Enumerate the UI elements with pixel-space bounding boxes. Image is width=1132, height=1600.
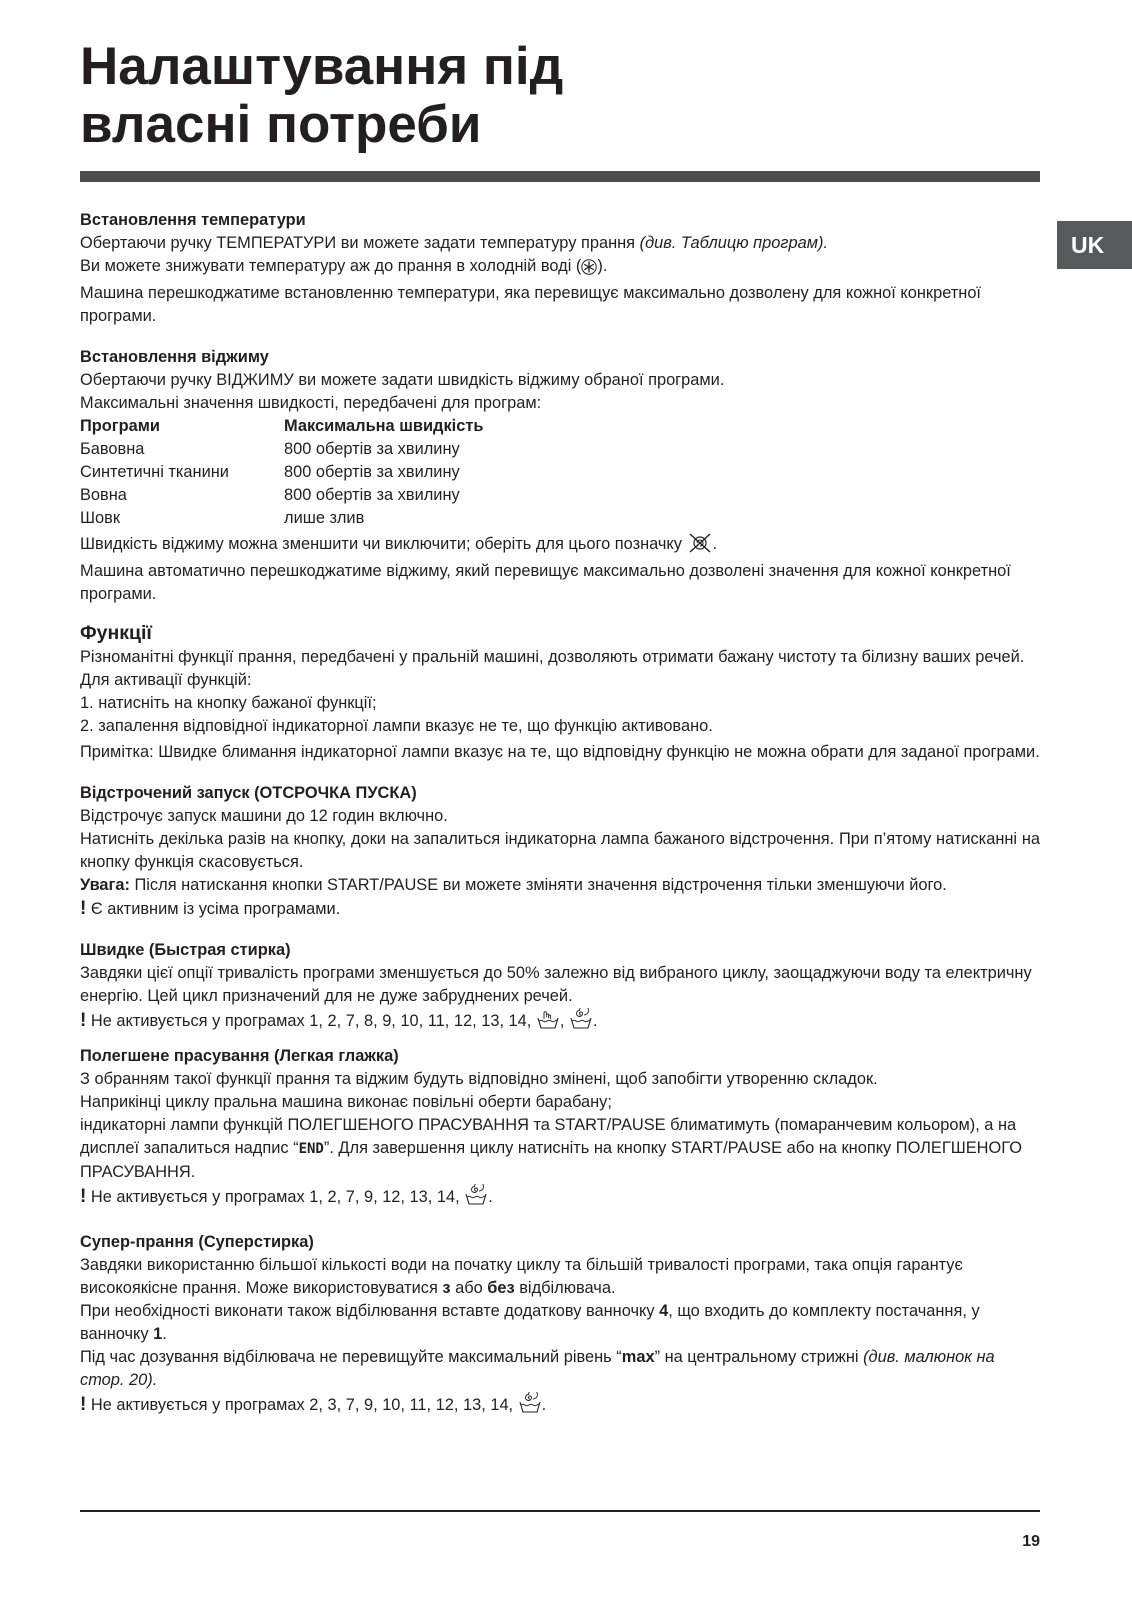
spin-tub-icon [518, 1392, 542, 1421]
delay-line-1: Відстрочує запуск машини до 12 годин включно. [80, 807, 448, 825]
hand-wash-icon [536, 1010, 560, 1037]
ironing-note [80, 1184, 1040, 1213]
super-p1-or: або [450, 1279, 488, 1297]
super-p1-text: Завдяки використанню більшої кількості води на початку циклу та більшій тривалості програми, така опція гарантує високоякісне прання. Може використовуватися [80, 1256, 963, 1297]
functions-note: Примітка: Швидке блимання індикаторної лампи вказує на те, що відповідну функцію не можна обрати для заданої програми. [80, 743, 1040, 761]
super-p2-end: . [162, 1325, 167, 1343]
spin-table-program: Бавовна [80, 440, 145, 458]
spin-table-speed: лише злив [284, 509, 365, 527]
temperature-heading: Встановлення температури [80, 211, 306, 229]
super-p3-reference: (див. малюнок на стор. 20). [80, 1348, 995, 1389]
spin-table-program: Шовк [80, 509, 121, 527]
functions-step-1: 1. натисніть на кнопку бажаної функції; [80, 694, 377, 712]
spin-line-1: Обертаючи ручку ВІДЖИМУ ви можете задати швидкість віджиму обраної програми. [80, 371, 725, 389]
footer-divider [80, 1510, 1040, 1512]
super-p2-tray-1: 1 [153, 1325, 163, 1343]
delay-warning [80, 874, 1040, 897]
super-paragraph-2 [80, 1300, 1040, 1346]
spin-table-row [80, 438, 1040, 461]
ironing-line-3-text: індикаторні лампи функцій ПОЛЕГШЕНОГО ПРАСУВАННЯ та START/PAUSE блиматимуть (помаранчевим кольором), а на дисплеї запалиться надпис “ [80, 1116, 1017, 1157]
functions-heading: Функції [80, 622, 152, 644]
super-note [80, 1392, 1040, 1421]
super-heading: Супер-прання (Суперстирка) [80, 1233, 314, 1251]
ironing-heading: Полегшене прасування (Легкая глажка) [80, 1047, 399, 1065]
ironing-line-2: Наприкінці циклу пральна машина виконає повільні оберти барабану; [80, 1093, 612, 1111]
quick-note-text: Не активується у програмах 1, 2, 7, 8, 9, 10, 11, 12, 13, 14, [86, 1012, 536, 1030]
super-p1-end: відбілювача. [514, 1279, 616, 1297]
spin-table-header-programs: Програми [80, 417, 160, 435]
temperature-line-3: Машина перешкоджатиме встановленню температури, яка перевищує максимально дозволену для кожної конкретної програми. [80, 284, 981, 325]
language-tab: UK [1057, 221, 1132, 269]
no-spin-icon [687, 533, 713, 560]
exclamation-icon: ! [80, 1010, 87, 1031]
quick-note-separator: , [559, 1012, 570, 1030]
exclamation-icon: ! [80, 898, 87, 919]
delay-note-text: Є активним із усіма програмами. [86, 900, 341, 918]
spin-tub-icon [569, 1008, 593, 1037]
delay-note [80, 897, 1040, 921]
functions-activate: Для активації функцій: [80, 671, 252, 689]
temperature-line-1 [80, 232, 1040, 255]
ironing-note-end: . [488, 1188, 493, 1206]
quick-note-end: . [593, 1012, 598, 1030]
delay-warning-text: Після натискання кнопки START/PAUSE ви можете зміняти значення відстрочення тільки зменшуючи його. [129, 876, 947, 894]
super-p2-mid: , що входить до комплекту постачання, у ванночку [80, 1302, 980, 1343]
temperature-line-2 [80, 255, 1040, 282]
temperature-line-2-end: ). [597, 257, 608, 275]
spin-table-header-speed: Максимальна швидкість [284, 417, 484, 435]
title-divider [80, 171, 1040, 182]
temperature-line-2-text: Ви можете знижувати температуру аж до прання в холодній воді ( [80, 257, 582, 275]
spin-line-4: Машина автоматично перешкоджатиме віджиму, який перевищує максимально дозволені значення для кожної конкретної програми. [80, 562, 1011, 603]
super-paragraph-3 [80, 1346, 1040, 1392]
super-p1-with: з [442, 1279, 451, 1297]
super-p1-without: без [487, 1279, 515, 1297]
snowflake-icon [581, 259, 597, 282]
ironing-line-3-end: ”. Для завершення циклу натисніть на кнопку START/PAUSE або на кнопку ПОЛЕГШЕНОГО ПРАСУВАННЯ. [80, 1139, 1022, 1181]
spin-table-row [80, 461, 1040, 484]
spin-table-header [80, 415, 1040, 438]
exclamation-icon: ! [80, 1186, 87, 1207]
spin-table-speed: 800 обертів за хвилину [284, 463, 460, 481]
quick-line-1: Завдяки цієї опції тривалість програми зменшується до 50% залежно від вибраного циклу, заощаджуючи воду та електричну енергію. Цей цикл призначений для не дуже забруднених речей. [80, 964, 1032, 1005]
super-note-text: Не активується у програмах 2, 3, 7, 9, 10, 11, 12, 13, 14, [86, 1396, 518, 1414]
super-p3-text: Під час дозування відбілювача не перевищуйте максимальний рівень “ [80, 1348, 622, 1366]
program-table-reference: (див. Таблицю програм). [639, 234, 828, 252]
functions-intro: Різноманітні функції прання, передбачені у пральній машині, дозволяють отримати бажану чистоту та білизну ваших речей. [80, 648, 1025, 666]
delay-heading: Відстрочений запуск (ОТСРОЧКА ПУСКА) [80, 784, 417, 802]
super-note-end: . [541, 1396, 547, 1414]
spin-heading: Встановлення віджиму [80, 348, 269, 366]
super-paragraph-1 [80, 1254, 1040, 1300]
spin-table-row [80, 484, 1040, 507]
ironing-line-1: З обранням такої функції прання та віджим будуть відповідно змінені, щоб запобігти утворенню складок. [80, 1070, 878, 1088]
super-p3-mid: ” на центральному стрижні [654, 1348, 864, 1366]
delay-warning-label: Увага: [80, 876, 130, 894]
ironing-note-text: Не активується у програмах 1, 2, 7, 9, 12, 13, 14, [86, 1188, 465, 1206]
page-content [80, 209, 1040, 1421]
spin-tub-icon [464, 1184, 488, 1213]
spin-line-2: Максимальні значення швидкості, передбачені для програм: [80, 394, 542, 412]
page-title-line-1: Налаштування під [80, 37, 564, 96]
quick-heading: Швидке (Быстрая стирка) [80, 941, 291, 959]
spin-table-speed: 800 обертів за хвилину [284, 440, 460, 458]
display-end-text: END [298, 1141, 324, 1157]
ironing-line-3 [80, 1114, 1040, 1184]
page-title [80, 38, 980, 154]
spin-line-3 [80, 533, 1040, 560]
spin-line-3-text: Швидкість віджиму можна зменшити чи виключити; оберіть для цього позначку [80, 535, 687, 553]
spin-line-3-end: . [712, 535, 718, 553]
super-p3-max: max [621, 1348, 655, 1366]
spin-table-speed: 800 обертів за хвилину [284, 486, 460, 504]
spin-table-program: Вовна [80, 486, 127, 504]
spin-speed-table [80, 415, 1040, 530]
temperature-line-1-text: Обертаючи ручку ТЕМПЕРАТУРИ ви можете задати температуру прання [80, 234, 640, 252]
super-p2-text: При необхідності виконати також відбілювання вставте додаткову ванночку [80, 1302, 660, 1320]
exclamation-icon: ! [80, 1394, 87, 1415]
quick-note [80, 1008, 1040, 1037]
super-p2-tray-4: 4 [659, 1302, 669, 1320]
spin-table-program: Синтетичні тканини [80, 463, 229, 481]
page-title-line-2: власні потреби [80, 95, 482, 154]
functions-step-2: 2. запалення відповідної індикаторної лампи вказує не те, що функцію активовано. [80, 717, 713, 735]
delay-line-2: Натисніть декілька разів на кнопку, доки на запалиться індикаторна лампа бажаного відстрочення. При п’ятому натисканні на кнопку функція скасовується. [80, 830, 1040, 871]
spin-table-row [80, 507, 1040, 530]
page-number: 19 [1022, 1533, 1040, 1550]
